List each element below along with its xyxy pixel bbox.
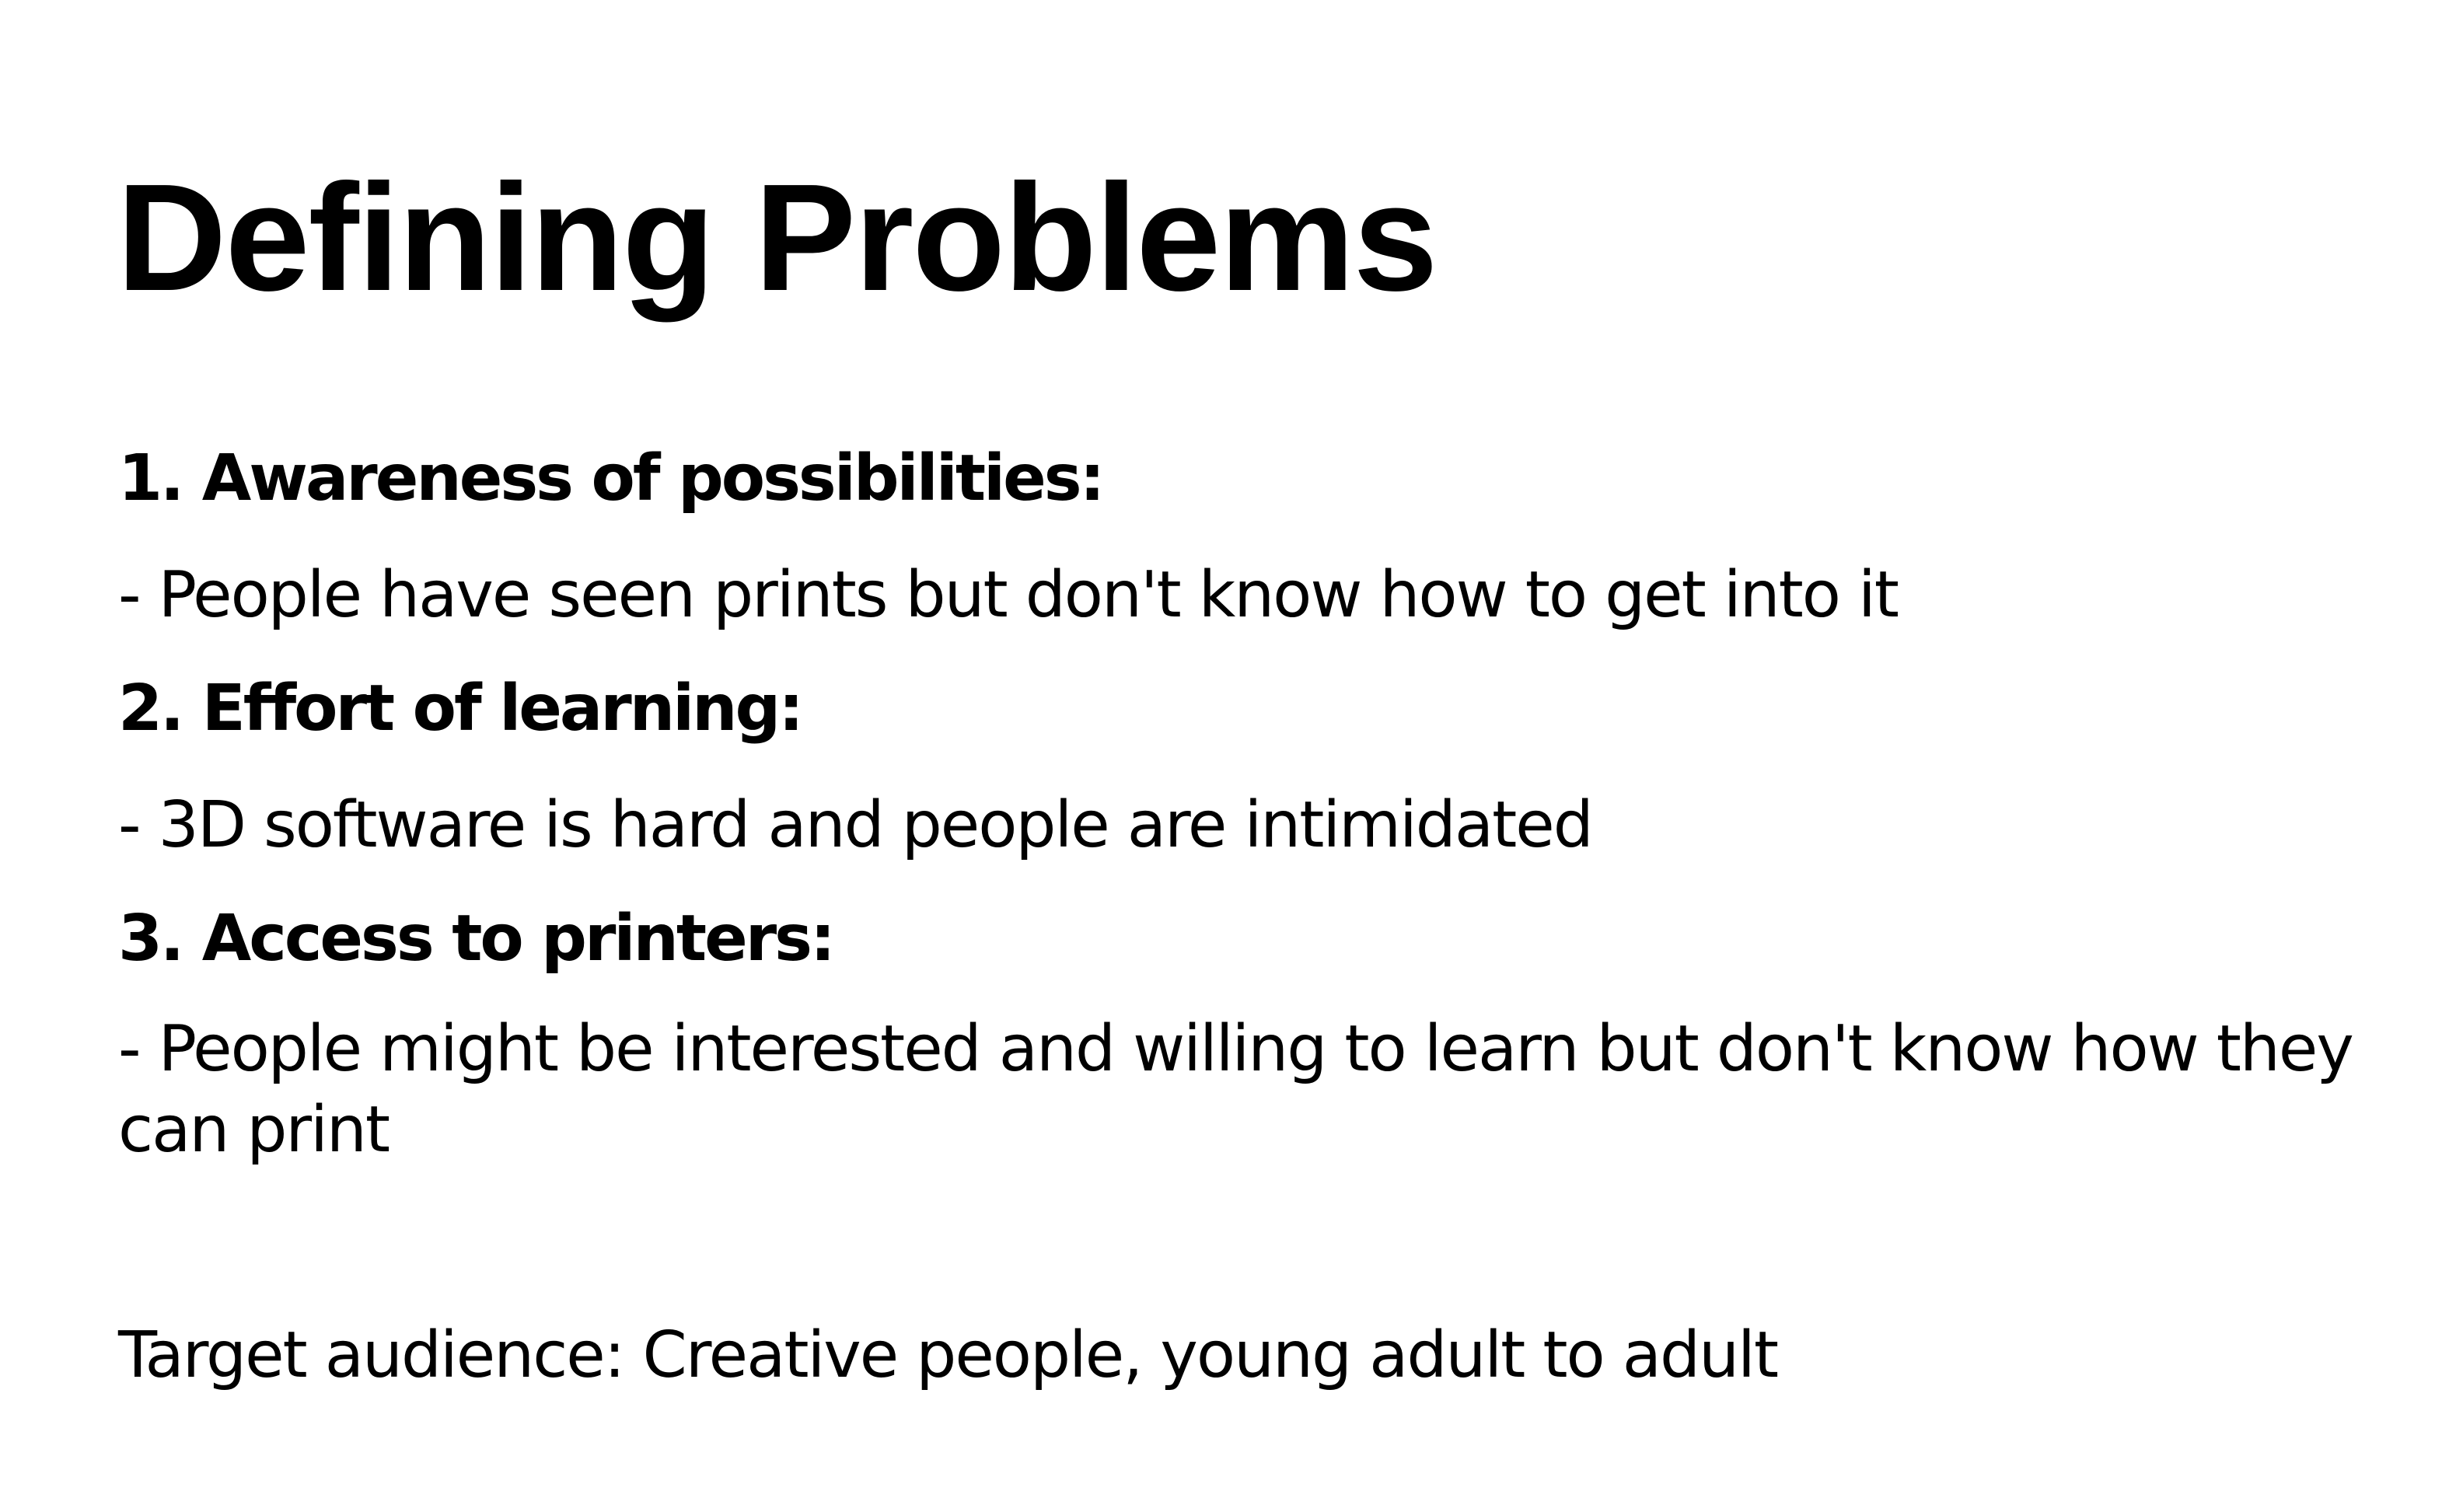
slide-title: Defining Problems	[117, 152, 1437, 323]
problem-list	[118, 432, 2373, 1191]
problem-detail: - 3D software is hard and people are intimidated	[118, 788, 1592, 862]
problem-heading: 1. Awareness of possibilities:	[118, 442, 1103, 515]
problem-item	[118, 432, 2373, 642]
problem-heading: 3. Access to printers:	[118, 902, 833, 976]
target-audience: Target audience: Creative people, young adult to adult	[118, 1318, 1777, 1392]
problem-detail: - People have seen prints but don't know how to get into it	[118, 558, 1898, 632]
problem-item	[118, 892, 2373, 1171]
problem-detail: - People might be interested and willing to learn but don't know how they can print	[118, 1012, 2353, 1167]
problem-heading: 2. Effort of learning:	[118, 672, 802, 746]
problem-item	[118, 662, 2373, 872]
